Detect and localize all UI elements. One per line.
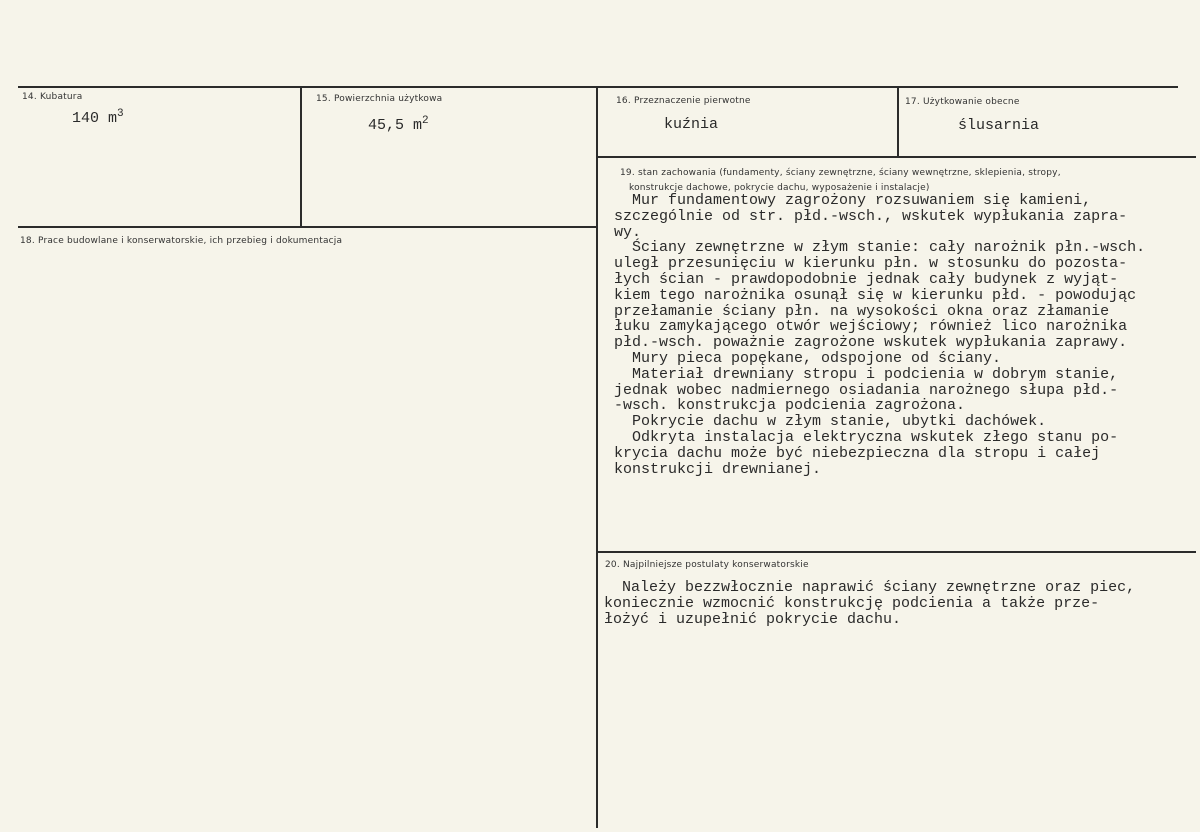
field-15-label: 15. Powierzchnia użytkowa — [316, 94, 443, 104]
powierzchnia-exponent: 2 — [422, 115, 429, 127]
rule-under-14-15 — [18, 226, 598, 228]
text-line: łuku zamykającego otwór wejściowy; również lico narożnika — [614, 318, 1128, 336]
rule-above-20 — [598, 551, 1196, 553]
field-19-text — [614, 193, 1145, 477]
text-line: -wsch. konstrukcja podcienia zagrożona. — [614, 397, 966, 415]
field-16-label: 16. Przeznaczenie pierwotne — [616, 96, 751, 106]
field-14-label: 14. Kubatura — [22, 92, 83, 102]
field-19-label-line1: 19. stan zachowania (fundamenty, ściany zewnętrzne, ściany wewnętrzne, sklepienia, stropy, — [620, 168, 1061, 178]
text-line: uległ przesunięciu w kierunku płn. w stosunku do pozosta- — [614, 255, 1128, 273]
rule-under-16-17 — [598, 156, 1196, 158]
text-line: krycia dachu może być niebezpieczna dla stropu i całej — [614, 444, 1101, 462]
divider-left-right — [596, 88, 598, 828]
text-line: łożyć i uzupełnić pokrycie dachu. — [604, 610, 902, 628]
field-20-label: 20. Najpilniejsze postulaty konserwatorskie — [605, 560, 809, 570]
text-line: płd.-wsch. poważnie zagrożone wskutek wypłukania zaprawy. — [614, 334, 1128, 352]
top-rule — [18, 86, 1178, 88]
text-line: wy. — [614, 223, 642, 241]
text-line: Pokrycie dachu w złym stanie, ubytki dachówek. — [614, 413, 1047, 431]
text-line: Należy bezzwłocznie naprawić ściany zewnętrzne oraz piec, — [604, 579, 1136, 596]
text-line: jednak wobec nadmiernego osiadania narożnego słupa płd.- — [614, 381, 1119, 399]
text-line: Mury pieca popękane, odspojone od ściany. — [614, 349, 1002, 367]
field-14-value — [72, 108, 124, 127]
divider-16-17 — [897, 88, 899, 156]
kubatura-value: 140 m — [72, 110, 118, 127]
text-line: Odkryta instalacja elektryczna wskutek złego stanu po- — [614, 428, 1119, 446]
field-17-value: ślusarnia — [958, 117, 1040, 134]
text-line: przełamanie ściany płn. na wysokości okna oraz złamanie — [614, 302, 1110, 320]
kubatura-exponent: 3 — [117, 108, 124, 120]
field-19-label-line2: konstrukcje dachowe, pokrycie dachu, wyposażenie i instalacje) — [629, 183, 930, 193]
text-line: koniecznie wzmocnić konstrukcję podcienia a także prze- — [604, 594, 1100, 612]
powierzchnia-value: 45,5 m — [368, 117, 423, 134]
field-18-label: 18. Prace budowlane i konserwatorskie, ich przebieg i dokumentacja — [20, 236, 343, 246]
field-16-value: kuźnia — [664, 116, 719, 133]
text-line: szczególnie od str. płd.-wsch., wskutek wypłukania zapra- — [614, 207, 1128, 225]
field-17-label: 17. Użytkowanie obecne — [905, 97, 1020, 107]
text-line: Ściany zewnętrzne w złym stanie: cały narożnik płn.-wsch. — [614, 239, 1146, 257]
text-line: kiem tego narożnika osunął się w kierunku płd. - powodując — [614, 286, 1137, 304]
text-line: łych ścian - prawdopodobnie jednak cały budynek z wyjąt- — [614, 270, 1119, 288]
divider-14-15 — [300, 88, 302, 226]
text-line: konstrukcji drewnianej. — [614, 460, 822, 478]
field-20-text — [604, 580, 1135, 627]
field-15-value — [368, 115, 429, 134]
text-line: Materiał drewniany stropu i podcienia w dobrym stanie, — [614, 365, 1119, 383]
text-line: Mur fundamentowy zagrożony rozsuwaniem się kamieni, — [614, 192, 1092, 209]
